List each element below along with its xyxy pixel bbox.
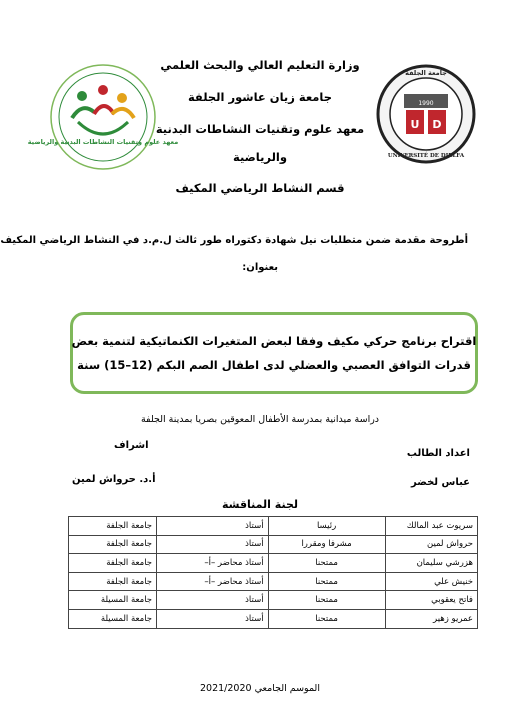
university-logo-latin: UNIVERSITÉ DE DJELFA [387, 153, 465, 159]
thesis-title-line1: اقتراح برنامج حركي مكيف وفقا لبعض المتغيرات الكنماتيكية لتنمية بعض [71, 334, 477, 348]
member-role: ممتحنا [268, 572, 385, 591]
member-university: جامعة الجلفة [69, 554, 157, 573]
member-name: عمريو زهير [385, 609, 477, 628]
committee-title: لجنة المناقشة [221, 498, 298, 511]
member-role: ممتحنا [268, 609, 385, 628]
member-name: حرواش لمين [385, 535, 477, 554]
student-name: عباس لخضر [411, 477, 470, 488]
member-rank: أستاذ [157, 517, 269, 536]
table-row [69, 535, 478, 554]
supervisor-label: اشراف [114, 440, 149, 451]
member-university: جامعة المسيلة [69, 591, 157, 610]
member-rank: أستاذ محاضر –أ– [157, 554, 269, 573]
academic-year: الموسم الجامعي 2021/2020 [200, 683, 320, 694]
member-name: هزرشي سليمان [385, 554, 477, 573]
member-role: رئيسا [268, 517, 385, 536]
member-role: مشرفا ومقررا [268, 535, 385, 554]
member-role: ممتحنا [268, 591, 385, 610]
svg-text:D: D [432, 118, 442, 131]
table-row [69, 572, 478, 591]
table-row [69, 517, 478, 536]
supervisor-name: أ.د. حرواش لمين [72, 474, 156, 485]
svg-text:U: U [410, 118, 420, 131]
member-rank: أستاذ [157, 609, 269, 628]
member-rank: أستاذ [157, 591, 269, 610]
table-row [69, 609, 478, 628]
university-logo-year: 1990 [418, 100, 434, 107]
member-name: سريوت عبد المالك [385, 517, 477, 536]
member-name: خنيش علي [385, 572, 477, 591]
institute-logo-text: معهد علوم وتقنيات النشاطات البدنية والرياضية [27, 138, 179, 146]
member-university: جامعة المسيلة [69, 609, 157, 628]
institute-logo [27, 62, 179, 172]
student-label: اعداد الطالب [406, 448, 470, 459]
institute-heading-line2: والرياضية [233, 150, 287, 164]
university-heading: جامعة زيان عاشور الجلفة [187, 90, 333, 104]
committee-table [68, 516, 478, 629]
table-row [69, 554, 478, 573]
department-heading: قسم النشاط الرياضي المكيف [175, 181, 345, 195]
university-logo-arabic: جامعة الجلفة [405, 69, 447, 77]
institute-heading-line1: معهد علوم وتقنيات النشاطات البدنية [155, 122, 365, 136]
member-university: جامعة الجلفة [69, 572, 157, 591]
titled-label: بعنوان: [242, 262, 278, 273]
thesis-title-line2: قدرات التوافق العصبي والعضلي لدى اطفال الصم البكم (12–15) سنة [77, 358, 471, 372]
member-university: جامعة الجلفة [69, 517, 157, 536]
member-role: ممتحنا [268, 554, 385, 573]
member-university: جامعة الجلفة [69, 535, 157, 554]
table-row [69, 591, 478, 610]
member-rank: أستاذ محاضر –أ– [157, 572, 269, 591]
field-study-note: دراسة ميدانية بمدرسة الأطفال المعوقين بصريا بمدينة الجلفة [140, 414, 380, 425]
thesis-title-frame [70, 312, 478, 394]
university-logo [376, 64, 476, 164]
member-name: فاتح يعقوبي [385, 591, 477, 610]
thesis-intro: أطروحة مقدمة ضمن متطلبات نيل شهادة دكتوراه طور ثالث ل.م.د في النشاط الرياضي المكيف [0, 235, 468, 246]
member-rank: أستاذ [157, 535, 269, 554]
ministry-heading: وزارة التعليم العالي والبحث العلمي [160, 58, 360, 72]
